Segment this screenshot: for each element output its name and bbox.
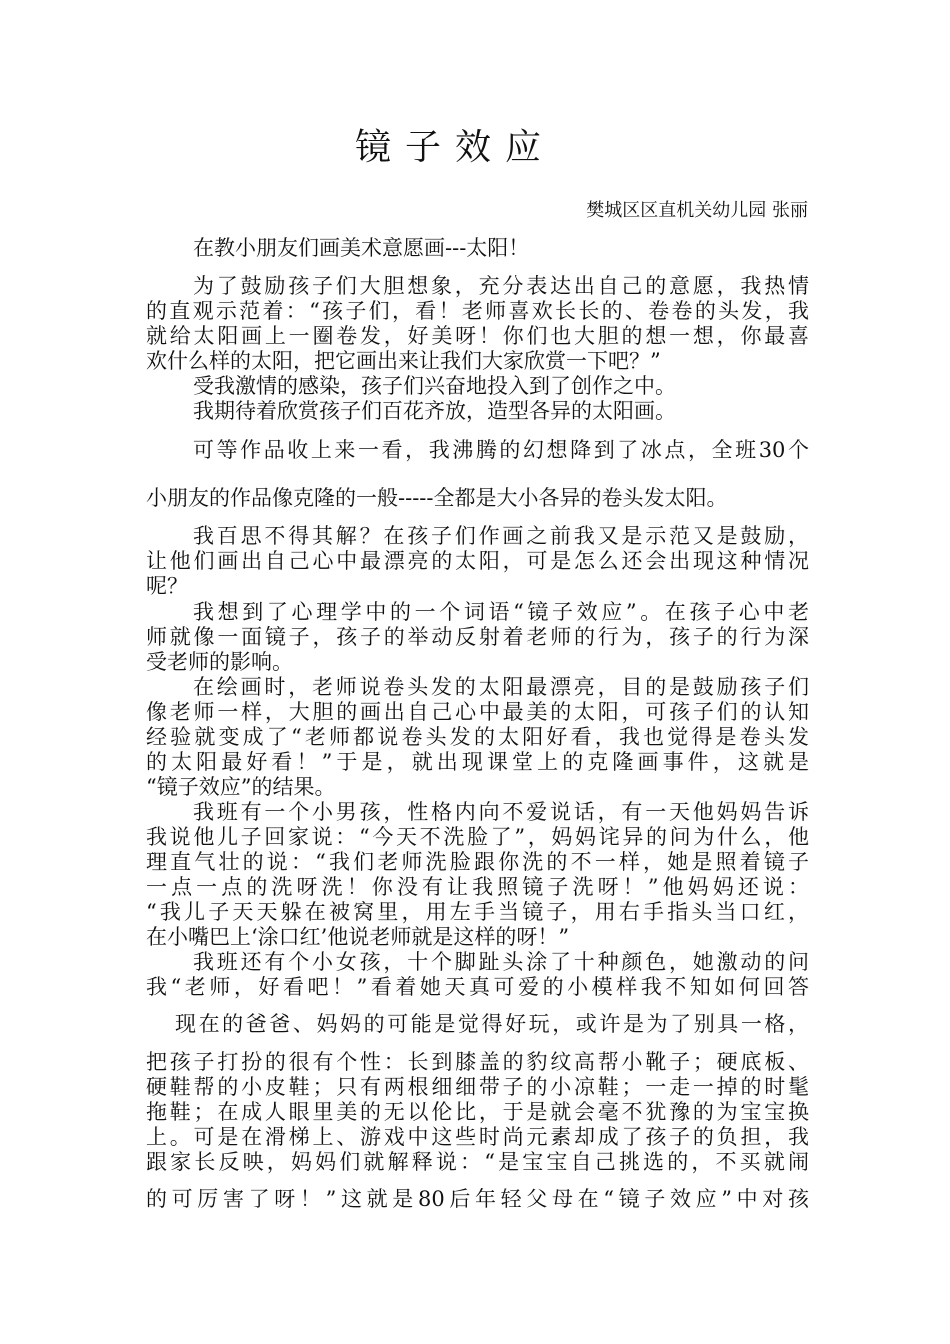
paragraph-line: 我想到了心理学中的一个词语“镜子效应”。在孩子心中老 xyxy=(193,600,809,624)
paragraph-line: 我期待着欣赏孩子们百花齐放，造型各异的太阳画。 xyxy=(193,399,676,423)
paragraph-line: 师就像一面镜子，孩子的举动反射着老师的行为，孩子的行为深 xyxy=(146,625,809,649)
paragraph-line: 把孩子打扮的很有个性：长到膝盖的豹纹高帮小靴子；硬底板、 xyxy=(146,1050,809,1074)
paragraph-line: 在绘画时，老师说卷头发的太阳最漂亮，目的是鼓励孩子们 xyxy=(193,675,809,699)
paragraph-line: 为了鼓励孩子们大胆想象，充分表达出自己的意愿，我热情 xyxy=(193,274,809,298)
paragraph-line: 拖鞋；在成人眼里美的无以伦比，于是就会毫不犹豫的为宝宝换 xyxy=(146,1100,809,1124)
paragraph-line: 就给太阳画上一圈卷发，好美呀！你们也大胆的想一想，你最喜 xyxy=(146,324,809,348)
paragraph-line: “镜子效应”的结果。 xyxy=(146,775,336,799)
paragraph-line: “我儿子天天躲在被窝里，用左手当镜子，用右手指头当口红， xyxy=(146,900,809,924)
paragraph-line: 我班有一个小男孩，性格内向不爱说话，有一天他妈妈告诉 xyxy=(193,800,809,824)
paragraph-line: 让他们画出自己心中最漂亮的太阳，可是怎么还会出现这种情况 xyxy=(146,549,809,573)
paragraph-line: 现在的爸爸、妈妈的可能是觉得好玩，或许是为了别具一格， xyxy=(175,1012,809,1036)
paragraph-line: 受老师的影响。 xyxy=(146,650,293,674)
paragraph-line: 在小嘴巴上‘涂口红’他说老师就是这样的呀！” xyxy=(146,925,570,949)
paragraph-line: 的直观示范着：“孩子们，看！老师喜欢长长的、卷卷的头发，我 xyxy=(146,299,809,323)
paragraph-line: 可等作品收上来一看，我沸腾的幻想降到了冰点，全班30个 xyxy=(193,438,809,462)
paragraph-line: 我百思不得其解？在孩子们作画之前我又是示范又是鼓励， xyxy=(193,524,809,548)
paragraph-line: 的可厉害了呀！”这就是80后年轻父母在“镜子效应”中对孩 xyxy=(146,1187,809,1211)
paragraph-line: 欢什么样的太阳，把它画出来让我们大家欣赏一下吧？” xyxy=(146,349,661,373)
paragraph-line: 像老师一样，大胆的画出自己心中最美的太阳，可孩子们的认知 xyxy=(146,700,809,724)
paragraph-line: 受我激情的感染，孩子们兴奋地投入到了创作之中。 xyxy=(193,374,676,398)
paragraph-line: 理直气壮的说：“我们老师洗脸跟你洗的不一样，她是照着镜子 xyxy=(146,850,809,874)
paragraph-line: 的太阳最好看！”于是，就出现课堂上的克隆画事件，这就是 xyxy=(146,750,809,774)
paragraph-line: 硬鞋帮的小皮鞋；只有两根细细带子的小凉鞋；一走一掉的时髦 xyxy=(146,1075,809,1099)
paragraph-line: 我“老师，好看吧！”看着她天真可爱的小模样我不知如何回答 xyxy=(146,975,809,999)
paragraph-line: 跟家长反映，妈妈们就解释说：“是宝宝自己挑选的，不买就闹 xyxy=(146,1150,809,1174)
paragraph-line: 上。可是在滑梯上、游戏中这些时尚元素却成了孩子的负担，我 xyxy=(146,1125,809,1149)
paragraph-line: 经验就变成了“老师都说卷头发的太阳好看，我也觉得是卷头发 xyxy=(146,725,809,749)
paragraph-line: 一点一点的洗呀洗！你没有让我照镜子洗呀！”他妈妈还说： xyxy=(146,875,809,899)
document-title: 镜子效应 xyxy=(354,127,555,168)
paragraph-line: 我班还有个小女孩，十个脚趾头涂了十种颜色，她激动的问 xyxy=(193,950,809,974)
paragraph-line: 我说他儿子回家说：“今天不洗脸了”，妈妈诧异的问为什么，他 xyxy=(146,825,809,849)
paragraph-line: 小朋友的作品像克隆的一般-----全都是大小各异的卷头发太阳。 xyxy=(146,486,728,510)
author-byline: 樊城区区直机关幼儿园 张丽 xyxy=(586,200,808,221)
paragraph-line: 呢？ xyxy=(146,574,188,598)
paragraph-line: 在教小朋友们画美术意愿画---太阳！ xyxy=(193,236,530,260)
